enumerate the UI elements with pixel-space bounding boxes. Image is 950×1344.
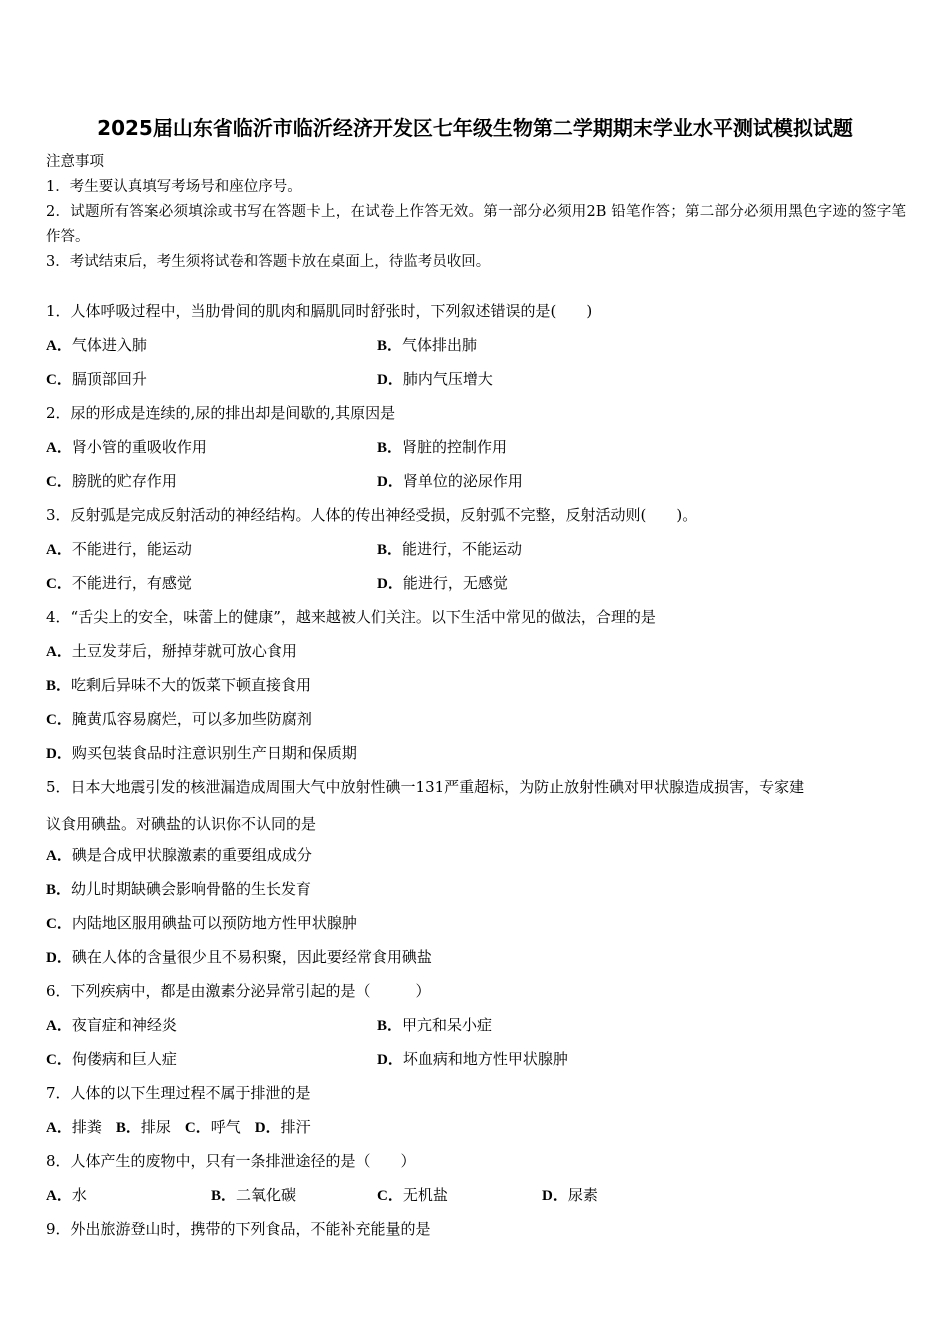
question-2-stem: 2．尿的形成是连续的,尿的排出却是间歇的,其原因是 [46, 404, 396, 422]
question-6-options-row-2 [46, 1045, 906, 1079]
question-6-option-a[interactable] [46, 1011, 177, 1040]
question-6-option-b[interactable] [377, 1011, 492, 1040]
option-label: A． [46, 644, 72, 660]
option-label: D． [377, 1052, 403, 1068]
option-label: A． [46, 440, 72, 456]
question-7-stem: 7．人体的以下生理过程不属于排泄的是 [46, 1084, 311, 1102]
option-label: A． [46, 338, 72, 354]
option-label: B． [377, 440, 403, 456]
question-7-option-a[interactable] [46, 1113, 102, 1142]
question-7-option-b[interactable] [116, 1113, 171, 1142]
question-5-option-d[interactable] [46, 943, 906, 977]
question-2-option-c[interactable] [46, 467, 177, 496]
question-1-option-c[interactable] [46, 365, 147, 394]
option-text: 腌黄瓜容易腐烂，可以多加些防腐剂 [71, 710, 312, 728]
question-3-options-row-2 [46, 569, 906, 603]
question-9-stem: 9．外出旅游登山时，携带的下列食品，不能补充能量的是 [46, 1220, 431, 1238]
question-5-option-b[interactable] [46, 875, 906, 909]
question-2-option-d[interactable] [377, 467, 523, 496]
question-5-option-a[interactable] [46, 841, 906, 875]
question-3-options-row-1 [46, 535, 906, 569]
option-text: 膈顶部回升 [71, 370, 147, 388]
question-8-option-d[interactable] [542, 1181, 598, 1210]
question-6-stem: 6．下列疾病中，都是由激素分泌异常引起的是（ ） [46, 982, 431, 1000]
option-label: D． [542, 1188, 568, 1204]
option-text: 幼儿时期缺碘会影响骨骼的生长发育 [71, 880, 312, 898]
question-1-option-a[interactable] [46, 331, 147, 360]
question-4-option-a[interactable] [46, 637, 906, 671]
option-label: D． [377, 372, 403, 388]
option-text: 排尿 [140, 1118, 171, 1136]
option-text: 内陆地区服用碘盐可以预防地方性甲状腺肿 [71, 914, 357, 932]
option-label: B． [46, 678, 72, 694]
question-6-options-row-1 [46, 1011, 906, 1045]
question-5-stem-line-1: 5．日本大地震引发的核泄漏造成周围大气中放射性碘一131严重超标，为防止放射性碘对甲状腺造成损害，专家建 [46, 778, 805, 796]
option-label: C． [46, 916, 72, 932]
question-5-stem-line-2: 议食用碘盐。对碘盐的认识你不认同的是 [46, 815, 317, 833]
option-text: 肾脏的控制作用 [402, 438, 508, 456]
option-text: 碘是合成甲状腺激素的重要组成成分 [71, 846, 312, 864]
option-text: 无机盐 [402, 1186, 448, 1204]
option-label: D． [254, 1120, 281, 1136]
option-text: 二氧化碳 [236, 1186, 297, 1204]
option-text: 购买包装食品时注意识别生产日期和保质期 [71, 744, 357, 762]
option-text: 碘在人体的含量很少且不易积聚，因此要经常食用碘盐 [71, 948, 432, 966]
option-text: 气体排出肺 [402, 336, 478, 354]
option-label: A． [46, 542, 72, 558]
option-text: 佝偻病和巨人症 [71, 1050, 177, 1068]
question-2-options-row-2 [46, 467, 906, 501]
question-8-stem: 8．人体产生的废物中，只有一条排泄途径的是（ ） [46, 1152, 416, 1170]
option-label: A． [46, 1120, 72, 1136]
option-label: B． [377, 338, 403, 354]
option-label: C． [184, 1120, 211, 1136]
option-label: D． [46, 746, 72, 762]
option-text: 能进行，无感觉 [402, 574, 508, 592]
question-4-stem: 4．“舌尖上的安全，味蕾上的健康”，越来越被人们关注。以下生活中常见的做法，合理的是 [46, 608, 656, 626]
option-label: D． [46, 950, 72, 966]
option-text: 呼气 [210, 1118, 241, 1136]
option-label: C． [46, 474, 72, 490]
option-text: 不能进行，能运动 [71, 540, 192, 558]
notice-item-3: 3．考试结束后，考生须将试卷和答题卡放在桌面上，待监考员收回。 [46, 254, 491, 270]
option-text: 能进行，不能运动 [402, 540, 523, 558]
question-6-option-d[interactable] [377, 1045, 568, 1074]
question-1-options-row-2 [46, 365, 906, 399]
option-label: C． [46, 576, 72, 592]
option-label: D． [377, 576, 403, 592]
option-text: 甲亢和呆小症 [402, 1016, 493, 1034]
question-3-option-b[interactable] [377, 535, 522, 564]
option-text: 坏血病和地方性甲状腺肿 [402, 1050, 568, 1068]
option-label: C． [46, 712, 72, 728]
option-text: 膀胱的贮存作用 [71, 472, 177, 490]
notice-section [46, 150, 906, 275]
option-text: 吃剩后异味不大的饭菜下顿直接食用 [71, 676, 312, 694]
question-7-option-d[interactable] [255, 1113, 311, 1142]
question-4-option-b[interactable] [46, 671, 906, 705]
question-1-options-row-1 [46, 331, 906, 365]
question-1-stem: 1．人体呼吸过程中，当肋骨间的肌肉和膈肌同时舒张时，下列叙述错误的是( ) [46, 302, 593, 320]
question-list [46, 297, 906, 1249]
option-text: 夜盲症和神经炎 [71, 1016, 177, 1034]
question-7-options-row [46, 1113, 906, 1147]
option-label: B． [377, 1018, 403, 1034]
question-2-option-a[interactable] [46, 433, 207, 462]
question-3-option-c[interactable] [46, 569, 192, 598]
option-text: 肾单位的泌尿作用 [402, 472, 523, 490]
option-label: B． [115, 1120, 141, 1136]
question-5-option-c[interactable] [46, 909, 906, 943]
question-2-options-row-1 [46, 433, 906, 467]
option-label: A． [46, 848, 72, 864]
option-label: B． [46, 882, 72, 898]
option-text: 肺内气压增大 [402, 370, 493, 388]
option-text: 水 [71, 1186, 87, 1204]
document-title: 2025届山东省临沂市临沂经济开发区七年级生物第二学期期末学业水平测试模拟试题 [97, 116, 853, 140]
option-text: 土豆发芽后，掰掉芽就可放心食用 [71, 642, 297, 660]
option-label: C． [46, 372, 72, 388]
option-text: 尿素 [567, 1186, 598, 1204]
question-1-option-b[interactable] [377, 331, 477, 360]
notice-item-1: 1．考生要认真填写考场号和座位序号。 [46, 179, 302, 195]
option-label: A． [46, 1188, 72, 1204]
notice-item-2: 2．试题所有答案必须填涂或书写在答题卡上，在试卷上作答无效。第一部分必须用2B 铅笔作答；第二部分必须用黑色字迹的签字笔作答。 [46, 204, 906, 245]
option-text: 肾小管的重吸收作用 [71, 438, 207, 456]
option-text: 排汗 [280, 1118, 311, 1136]
question-3-option-a[interactable] [46, 535, 192, 564]
option-label: A． [46, 1018, 72, 1034]
question-4-option-c[interactable] [46, 705, 906, 739]
option-label: D． [377, 474, 403, 490]
question-8-option-a[interactable] [46, 1181, 87, 1210]
option-text: 排粪 [71, 1118, 102, 1136]
option-label: B． [377, 542, 403, 558]
question-7-option-c[interactable] [185, 1113, 241, 1142]
question-8-option-c[interactable] [377, 1181, 448, 1210]
option-text: 不能进行，有感觉 [71, 574, 192, 592]
option-label: C． [377, 1188, 403, 1204]
question-3-option-d[interactable] [377, 569, 508, 598]
question-1-option-d[interactable] [377, 365, 493, 394]
question-4-option-d[interactable] [46, 739, 906, 773]
question-2-option-b[interactable] [377, 433, 507, 462]
question-8-options-row [46, 1181, 906, 1215]
question-8-option-b[interactable] [211, 1181, 296, 1210]
question-3-stem: 3．反射弧是完成反射活动的神经结构。人体的传出神经受损，反射弧不完整，反射活动则( )。 [46, 506, 698, 524]
option-label: C． [46, 1052, 72, 1068]
notice-heading: 注意事项 [46, 154, 104, 170]
option-text: 气体进入肺 [71, 336, 147, 354]
question-6-option-c[interactable] [46, 1045, 177, 1074]
option-label: B． [211, 1188, 237, 1204]
